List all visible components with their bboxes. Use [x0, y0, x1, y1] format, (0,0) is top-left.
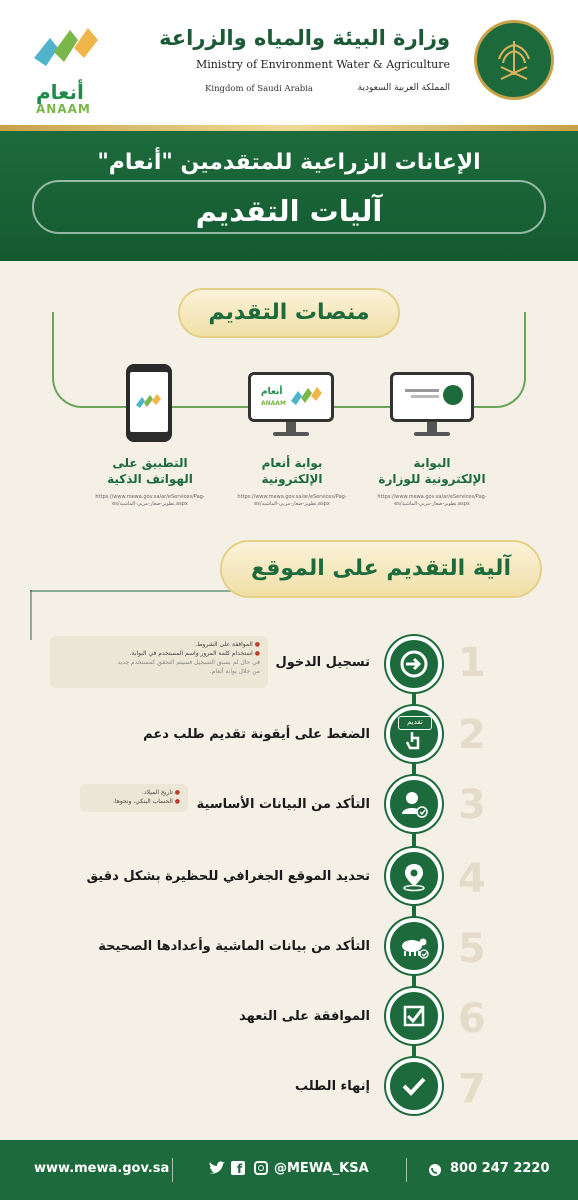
- footer-website[interactable]: www.mewa.gov.sa: [34, 1161, 170, 1176]
- platform-ministry-url[interactable]: [372, 494, 492, 508]
- step-number: 1: [458, 640, 486, 686]
- note-line: الحساب البنكي، ونحوها.: [113, 798, 173, 805]
- tap-icon-text: تقديم: [398, 716, 432, 730]
- user-check-icon: [386, 776, 442, 832]
- step-1-note: ● الموافقة على الشروط. ● استخدام كلمة المرور واسم المستخدم في البوابة. في حال لم يسبق التسجيل فسيتم التحقق كمستخدم جديد من خلال بوابة أنعام.: [50, 636, 268, 688]
- mechanism-heading: آلية التقديم على الموقع: [220, 540, 542, 598]
- check-icon: [386, 1058, 442, 1114]
- footer-separator: [406, 1158, 407, 1182]
- login-arrow-icon: [386, 636, 442, 692]
- platform-app-url-line2[interactable]: es/تطوير-صغار-مربي-الماشية.aspx: [112, 501, 188, 507]
- platform-anaam-url-line1[interactable]: https://www.mewa.gov.sa/ar/eServices/Pag-: [237, 494, 347, 500]
- step-label: التأكد من بيانات الماشية وأعدادها الصحيحة: [98, 939, 370, 954]
- instagram-icon[interactable]: [254, 1161, 268, 1175]
- monitor-base: [273, 432, 309, 436]
- facebook-icon[interactable]: f: [231, 1161, 245, 1175]
- ministry-name-english: Ministry of Environment Water & Agriculture: [195, 58, 450, 71]
- footer-phone[interactable]: 800 247 2220: [450, 1161, 550, 1176]
- ministry-name-arabic: وزارة البيئة والمياه والزراعة: [159, 26, 450, 50]
- platform-app-url[interactable]: [90, 494, 210, 508]
- location-pin-icon: [386, 848, 442, 904]
- step-label: تحديد الموقع الجغرافي للحظيرة بشكل دقيق: [86, 869, 370, 884]
- note-line: من خلال بوابة أنعام.: [209, 668, 260, 675]
- note-line: الموافقة على الشروط.: [195, 641, 253, 648]
- phone-icon: [428, 1162, 442, 1176]
- twitter-icon[interactable]: [208, 1160, 226, 1176]
- step-number: 7: [458, 1066, 486, 1112]
- platform-app-name: [80, 455, 220, 487]
- anaam-logo-arabic: أنعام: [36, 80, 84, 104]
- platforms-heading: منصات التقديم: [178, 288, 400, 338]
- step-number: 6: [458, 996, 486, 1042]
- platform-ministry-url-line1[interactable]: https://www.mewa.gov.sa/ar/eServices/Pag-: [377, 494, 487, 500]
- platform-app-name-line2: الهواتف الذكية: [107, 472, 193, 486]
- platform-anaam-name: [222, 455, 362, 487]
- step-label: الموافقة على التعهد: [239, 1009, 370, 1024]
- platform-ministry-name-line2: الإلكترونية للوزارة: [378, 472, 486, 486]
- step-number: 5: [458, 926, 486, 972]
- platform-ministry-url-line2[interactable]: es/تطوير-صغار-مربي-الماشية.aspx: [394, 501, 470, 507]
- platform-anaam-name-line2: الإلكترونية: [261, 472, 323, 486]
- monitor-stand: [286, 422, 296, 432]
- step-number: 3: [458, 782, 486, 828]
- ministry-seal-icon: [474, 20, 554, 100]
- step-label: الضغط على أيقونة تقديم طلب دعم: [143, 727, 370, 742]
- platform-app-name-line1: التطبيق على: [112, 456, 188, 470]
- footer-separator: [172, 1158, 173, 1182]
- kingdom-name-english: Kingdom of Saudi Arabia: [205, 84, 313, 94]
- platform-app-url-line1[interactable]: https://www.mewa.gov.sa/ar/eServices/Pag-: [95, 494, 205, 500]
- platform-ministry-name: [362, 455, 502, 487]
- anaam-portal-screen: [248, 372, 334, 422]
- ministry-portal-screen: [390, 372, 474, 422]
- banner-subtitle: آليات التقديم: [195, 194, 383, 228]
- tap-hand-icon: [386, 706, 442, 762]
- step-label: إنهاء الطلب: [294, 1079, 370, 1094]
- platform-anaam-url[interactable]: [232, 494, 352, 508]
- anaam-logo-icon: [26, 18, 106, 78]
- checkbox-icon: [386, 988, 442, 1044]
- mobile-phone-icon: [126, 364, 172, 442]
- device-logo-arabic: أنعام: [261, 387, 283, 397]
- note-line: استخدام كلمة المرور واسم المستخدم في البوابة.: [129, 650, 253, 657]
- step-number: 2: [458, 712, 486, 758]
- kingdom-name-arabic: المملكة العربية السعودية: [357, 83, 450, 93]
- device-logo-english: ANAAM: [261, 400, 286, 407]
- platform-anaam-url-line2[interactable]: es/تطوير-صغار-مربي-الماشية.aspx: [254, 501, 330, 507]
- platform-ministry-name-line1: البوابة: [413, 456, 451, 470]
- anaam-logo-english: ANAAM: [36, 102, 91, 116]
- step-label: التأكد من البيانات الأساسية: [196, 797, 370, 812]
- note-line: في حال لم يسبق التسجيل فسيتم التحقق كمستخدم جديد: [117, 659, 260, 666]
- step-3-note: ● تاريخ الميلاد. ● الحساب البنكي، ونحوها.: [80, 784, 188, 812]
- mechanism-connector-line: [30, 590, 32, 640]
- platform-anaam-name-line1: بوابة أنعام: [261, 456, 323, 470]
- sheep-icon: [386, 918, 442, 974]
- step-label: تسجيل الدخول: [275, 655, 370, 670]
- monitor-base: [414, 432, 450, 436]
- note-line: تاريخ الميلاد.: [142, 789, 173, 796]
- monitor-stand: [427, 422, 437, 432]
- step-number: 4: [458, 856, 486, 902]
- banner-title: الإعانات الزراعية للمتقدمين "أنعام": [97, 150, 481, 175]
- footer-social-handle[interactable]: @MEWA_KSA: [274, 1161, 369, 1176]
